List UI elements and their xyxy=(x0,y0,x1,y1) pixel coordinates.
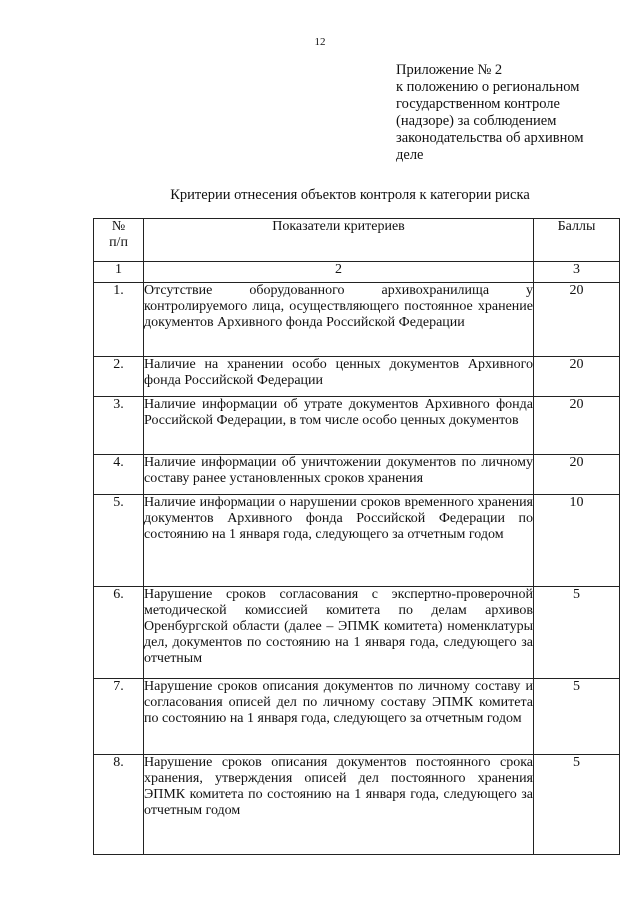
table-row xyxy=(94,587,620,679)
page-number: 12 xyxy=(314,36,326,48)
row-number: 7. xyxy=(94,679,144,755)
column-index-row xyxy=(94,262,620,283)
row-number: 2. xyxy=(94,357,144,397)
appendix-line: Приложение № 2 xyxy=(396,62,503,78)
table-row xyxy=(94,755,620,855)
row-number: 8. xyxy=(94,755,144,855)
row-criterion: Нарушение сроков описания документов по личному составу и согласования описей дел по личному составу ЭПМК комитета по состоянию на 1 января года, следующего за отчетным годом xyxy=(144,679,534,755)
table-row xyxy=(94,397,620,455)
row-number: 1. xyxy=(94,283,144,357)
row-criterion: Наличие информации об уничтожении документов по личному составу ранее установленных сроков хранения xyxy=(144,455,534,495)
row-number: 3. xyxy=(94,397,144,455)
header-points-cell: Баллы xyxy=(534,219,620,262)
column-index-cell: 2 xyxy=(144,262,534,283)
table-header-row xyxy=(94,219,620,262)
row-criterion: Наличие информации о нарушении сроков временного хранения документов Архивного фонда Российской Федерации по состоянию на 1 января года, следующего за отчетным годом xyxy=(144,495,534,587)
header-number-sign: № xyxy=(111,219,126,234)
appendix-line: деле xyxy=(396,147,424,163)
appendix-line: законодательства об архивном xyxy=(396,130,584,146)
row-points: 5 xyxy=(534,679,620,755)
header-criteria-cell: Показатели критериев xyxy=(144,219,534,262)
row-criterion: Наличие на хранении особо ценных документов Архивного фонда Российской Федерации xyxy=(144,357,534,397)
appendix-block xyxy=(396,62,616,164)
row-points: 20 xyxy=(534,357,620,397)
row-criterion: Нарушение сроков согласования с экспертно-проверочной методической комиссией комитета по делам архивов Оренбургской области (далее – ЭПМК комитета) номенклатуры дел, документов по состоянию на 1 января года, следующего за отчетным xyxy=(144,587,534,679)
row-number: 4. xyxy=(94,455,144,495)
document-title: Критерии отнесения объектов контроля к категории риска xyxy=(170,187,530,203)
table-row xyxy=(94,455,620,495)
header-number-cell xyxy=(94,219,144,262)
row-points: 5 xyxy=(534,587,620,679)
column-index-cell: 3 xyxy=(534,262,620,283)
row-points: 20 xyxy=(534,455,620,495)
criteria-table xyxy=(93,218,620,855)
row-criterion: Нарушение сроков описания документов постоянного срока хранения, утверждения описей дел постоянного хранения ЭПМК комитета по состоянию на 1 января года, следующего за отчетным годом xyxy=(144,755,534,855)
row-number: 6. xyxy=(94,587,144,679)
header-number-abbr: п/п xyxy=(109,235,128,250)
appendix-line: к положению о региональном xyxy=(396,79,580,95)
row-points: 20 xyxy=(534,283,620,357)
table-row xyxy=(94,283,620,357)
column-index-cell: 1 xyxy=(94,262,144,283)
appendix-line: (надзоре) за соблюдением xyxy=(396,113,557,129)
row-criterion: Отсутствие оборудованного архивохранилища у контролируемого лица, осуществляющего постоянное хранение документов Архивного фонда Российской Федерации xyxy=(144,283,534,357)
table-row xyxy=(94,357,620,397)
row-points: 20 xyxy=(534,397,620,455)
row-points: 10 xyxy=(534,495,620,587)
row-criterion: Наличие информации об утрате документов Архивного фонда Российской Федерации, в том числе особо ценных документов xyxy=(144,397,534,455)
appendix-line: государственном контроле xyxy=(396,96,560,112)
table-row xyxy=(94,495,620,587)
row-points: 5 xyxy=(534,755,620,855)
row-number: 5. xyxy=(94,495,144,587)
table-row xyxy=(94,679,620,755)
